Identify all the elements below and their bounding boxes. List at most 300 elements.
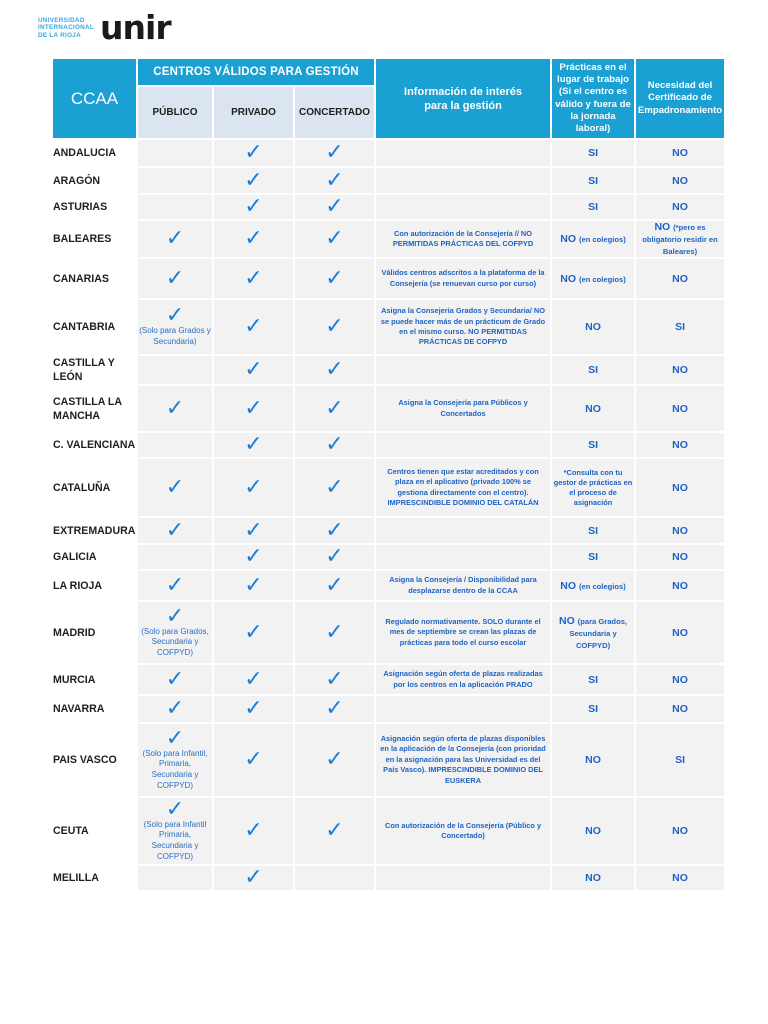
table-row [52, 544, 725, 570]
empadronamiento-value: NO [672, 174, 688, 187]
cell-concertado [294, 601, 375, 664]
check-cell-content [214, 666, 293, 692]
info-cell [375, 194, 551, 220]
check-icon: ✓ [244, 696, 263, 721]
ccaa-name: CASTILLA Y LEÓN [52, 355, 137, 385]
check-icon: ✓ [244, 226, 263, 251]
check-icon: ✓ [325, 666, 344, 692]
cell-privado [213, 664, 294, 695]
check-cell-content [295, 747, 374, 772]
header-practicas: Prácticas en el lugar de trabajo (Si el centro es válido y fuera de la jornada laboral) [551, 58, 635, 139]
header-publico: PÚBLICO [137, 86, 213, 139]
check-icon: ✓ [165, 666, 185, 692]
empadronamiento-value: SI [675, 754, 685, 766]
empadronamiento-value: NO [672, 579, 688, 592]
check-icon: ✓ [244, 747, 263, 772]
cell-concertado [294, 458, 375, 517]
check-cell-content [138, 303, 212, 347]
check-cell-content [214, 314, 293, 339]
practicas-cell [551, 544, 635, 570]
check-icon: ✓ [244, 432, 263, 457]
ccaa-name: EXTREMADURA [52, 517, 137, 544]
check-cell-content [295, 696, 374, 721]
empadronamiento-cell [635, 865, 725, 891]
empadronamiento-value: NO [672, 439, 688, 451]
check-cell-content [214, 572, 293, 598]
practicas-cell [551, 723, 635, 797]
table-row [52, 517, 725, 544]
info-cell [375, 695, 551, 723]
check-cell-content [295, 314, 374, 339]
cell-concertado [294, 723, 375, 797]
ccaa-name: NAVARRA [52, 695, 137, 723]
empadronamiento-cell [635, 432, 725, 458]
practicas-value: SI [588, 364, 598, 376]
check-icon: ✓ [165, 696, 185, 721]
info-cell [375, 167, 551, 194]
check-icon: ✓ [244, 544, 263, 569]
practicas-value: NO [560, 272, 577, 285]
cell-privado [213, 723, 294, 797]
practicas-value: NO [585, 321, 601, 333]
cell-concertado [294, 299, 375, 355]
table-row [52, 355, 725, 385]
empadronamiento-value: NO [672, 673, 688, 686]
empadronamiento-value: NO [672, 626, 688, 639]
check-cell-content [214, 818, 293, 843]
practicas-value: SI [588, 551, 598, 563]
cell-privado [213, 695, 294, 723]
info-cell: Asigna la Consejería / Disponibilidad para desplazarse dentro de la CCAA [375, 570, 551, 601]
check-cell-content [138, 226, 212, 251]
table-row [52, 167, 725, 194]
ccaa-name: LA RIOJA [52, 570, 137, 601]
check-icon: ✓ [165, 395, 185, 421]
cell-publico [137, 299, 213, 355]
ccaa-name: C. VALENCIANA [52, 432, 137, 458]
info-cell: Asignación según oferta de plazas realizadas por los centros en la aplicación PRADO [375, 664, 551, 695]
check-cell-content [214, 395, 293, 421]
cell-concertado [294, 544, 375, 570]
info-cell [375, 432, 551, 458]
check-icon: ✓ [244, 572, 263, 598]
check-icon: ✓ [165, 725, 185, 751]
cell-privado [213, 355, 294, 385]
info-cell: Válidos centros adscritos a la plataforma de la Consejería (se renuevan curso por curso) [375, 258, 551, 299]
check-icon: ✓ [325, 167, 344, 193]
cell-publico [137, 194, 213, 220]
cell-privado [213, 220, 294, 258]
check-cell-content [295, 226, 374, 251]
check-cell-content [214, 194, 293, 219]
practicas-value: NO [559, 614, 575, 627]
info-cell [375, 517, 551, 544]
check-icon: ✓ [244, 314, 263, 339]
cell-concertado [294, 664, 375, 695]
empadronamiento-cell [635, 299, 725, 355]
table-row [52, 299, 725, 355]
info-cell: Asigna la Consejería para Públicos y Concertados [375, 385, 551, 432]
empadronamiento-value: NO [672, 481, 688, 494]
practicas-value: NO [560, 233, 577, 245]
practicas-value: NO [560, 579, 577, 592]
empadronamiento-cell [635, 723, 725, 797]
table-row [52, 139, 725, 167]
check-cell-content [214, 167, 293, 193]
check-cell-content [214, 619, 293, 645]
check-icon: ✓ [325, 314, 344, 339]
check-cell-content [138, 517, 212, 543]
ccaa-name: BALEARES [52, 220, 137, 258]
ccaa-name: ASTURIAS [52, 194, 137, 220]
cell-privado [213, 601, 294, 664]
empadronamiento-value: SI [675, 321, 685, 333]
check-cell-content [214, 140, 293, 165]
practicas-cell [551, 139, 635, 167]
check-cell-content [138, 666, 212, 692]
check-cell-content [138, 696, 212, 721]
check-cell-content [138, 474, 212, 500]
check-icon: ✓ [244, 619, 263, 645]
check-icon: ✓ [165, 474, 185, 500]
cell-privado [213, 139, 294, 167]
info-cell: Asigna la Consejería Grados y Secundaria/ NO se puede hacer más de un prácticum de Grado en el mismo curso. NO PERMITIDAS PRÁCTICAS DE COFPYD [375, 299, 551, 355]
check-cell-content [295, 474, 374, 500]
empadronamiento-value: NO [654, 221, 671, 233]
logo-subtitle-line: INTERNACIONAL [38, 24, 95, 32]
cell-concertado [294, 355, 375, 385]
practicas-cell [551, 797, 635, 865]
info-cell: Con autorización de la Consejería (Público y Concertado) [375, 797, 551, 865]
check-icon: ✓ [165, 572, 185, 598]
empadronamiento-cell [635, 601, 725, 664]
cell-concertado [294, 570, 375, 601]
header-centros-validos: CENTROS VÁLIDOS PARA GESTIÓN [137, 58, 375, 86]
check-cell-content [295, 517, 374, 543]
practicas-cell [551, 458, 635, 517]
cell-publico [137, 865, 213, 891]
practicas-cell [551, 865, 635, 891]
practicas-value: SI [588, 439, 598, 451]
check-cell-content [214, 357, 293, 382]
cell-publico [137, 355, 213, 385]
ccaa-name: ARAGÓN [52, 167, 137, 194]
cell-concertado [294, 695, 375, 723]
empadronamiento-value: NO [672, 872, 688, 884]
table-row [52, 385, 725, 432]
header-concertado: CONCERTADO [294, 86, 375, 139]
table-row [52, 432, 725, 458]
table-row [52, 570, 725, 601]
table-row [52, 723, 725, 797]
table-row [52, 797, 725, 865]
empadronamiento-cell [635, 517, 725, 544]
ccaa-name: CANARIAS [52, 258, 137, 299]
cell-privado [213, 797, 294, 865]
check-cell-content [295, 265, 374, 291]
practicas-cell [551, 167, 635, 194]
practicas-cell [551, 432, 635, 458]
check-icon: ✓ [325, 265, 344, 291]
practicas-value: NO [585, 825, 601, 837]
table-body [52, 139, 725, 891]
check-cell-content [295, 140, 374, 165]
check-cell-content [214, 432, 293, 457]
check-icon: ✓ [325, 140, 344, 165]
check-cell-content [295, 357, 374, 382]
check-cell-content [214, 865, 293, 890]
cell-privado [213, 194, 294, 220]
header-info-text: Información de interés para la gestión [404, 85, 523, 112]
empadronamiento-value: NO [672, 524, 688, 537]
cell-concertado [294, 258, 375, 299]
publico-note: (Solo para Grados, Secundaria y COFPYD) [141, 626, 209, 657]
cell-concertado [294, 139, 375, 167]
check-icon: ✓ [325, 544, 344, 569]
table-row [52, 865, 725, 891]
table-row [52, 601, 725, 664]
info-cell: Regulado normativamente. SOLO durante el mes de septiembre se crean las plazas de prácticas para todo el curso escolar [375, 601, 551, 664]
check-icon: ✓ [325, 474, 344, 500]
check-icon: ✓ [325, 194, 344, 219]
empadronamiento-cell [635, 220, 725, 258]
empadronamiento-value: NO [672, 703, 688, 715]
cell-privado [213, 517, 294, 544]
practicas-cell [551, 385, 635, 432]
ccaa-name: MELILLA [52, 865, 137, 891]
check-icon: ✓ [325, 226, 344, 251]
practicas-note: (en colegios) [578, 274, 626, 284]
empadronamiento-cell [635, 695, 725, 723]
check-cell-content [295, 666, 374, 692]
cell-privado [213, 432, 294, 458]
check-cell-content [295, 167, 374, 193]
cell-publico [137, 797, 213, 865]
empadronamiento-value: NO [672, 825, 688, 837]
practicas-value: SI [588, 673, 598, 686]
cell-concertado [294, 385, 375, 432]
check-cell-content [138, 725, 212, 791]
empadronamiento-value: NO [672, 272, 688, 285]
check-cell-content [214, 696, 293, 721]
cell-publico [137, 258, 213, 299]
check-cell-content [295, 194, 374, 219]
table-row [52, 258, 725, 299]
empadronamiento-value: NO [672, 402, 688, 415]
check-icon: ✓ [325, 619, 344, 645]
info-cell [375, 139, 551, 167]
check-cell-content [295, 572, 374, 598]
header-empadronamiento: Necesidad del Certificado de Empadronamiento [635, 58, 725, 139]
practicas-cell [551, 355, 635, 385]
cell-publico [137, 544, 213, 570]
cell-privado [213, 258, 294, 299]
cell-publico [137, 220, 213, 258]
empadronamiento-cell [635, 194, 725, 220]
check-icon: ✓ [165, 226, 185, 251]
cell-privado [213, 570, 294, 601]
practicas-table [51, 57, 726, 892]
info-cell [375, 355, 551, 385]
table-row [52, 194, 725, 220]
cell-privado [213, 299, 294, 355]
check-icon: ✓ [325, 357, 344, 382]
ccaa-name: PAIS VASCO [52, 723, 137, 797]
empadronamiento-cell [635, 797, 725, 865]
practicas-cell [551, 258, 635, 299]
header-ccaa: CCAA [52, 58, 137, 139]
practicas-note: (para Grados, Secundaria y COFPYD) [569, 616, 628, 650]
check-cell-content [214, 226, 293, 251]
empadronamiento-cell [635, 544, 725, 570]
cell-publico [137, 570, 213, 601]
check-icon: ✓ [244, 167, 263, 193]
practicas-cell [551, 570, 635, 601]
practicas-value: NO [585, 754, 601, 766]
check-icon: ✓ [244, 357, 263, 382]
info-cell: Asignación según oferta de plazas disponibles en la aplicación de la Consejería (con prioridad en la asignación para las Universidad es del País Vasco). IMPRESCINDIBLE DOMINIO DEL EUSKERA [375, 723, 551, 797]
practicas-cell [551, 194, 635, 220]
table-row [52, 458, 725, 517]
table-row [52, 220, 725, 258]
ccaa-name: GALICIA [52, 544, 137, 570]
cell-publico [137, 723, 213, 797]
info-cell [375, 544, 551, 570]
check-cell-content [295, 818, 374, 843]
check-icon: ✓ [244, 395, 263, 421]
check-icon: ✓ [165, 265, 185, 291]
info-cell: Centros tienen que estar acreditados y con plaza en el aplicativo (privado 100% se gestiona directamente con el centro). IMPRESCINDIBLE DOMINIO DEL CATALÁN [375, 458, 551, 517]
cell-concertado [294, 517, 375, 544]
practicas-value: NO [585, 402, 601, 415]
practicas-value: SI [588, 201, 598, 213]
practicas-note: (en colegios) [578, 581, 626, 591]
check-cell-content [214, 265, 293, 291]
ccaa-name: CANTABRIA [52, 299, 137, 355]
check-cell-content [138, 572, 212, 598]
logo-subtitle-line: UNIVERSIDAD [38, 17, 85, 25]
cell-concertado [294, 194, 375, 220]
check-icon: ✓ [244, 265, 263, 291]
check-icon: ✓ [244, 474, 263, 500]
unir-logo [38, 8, 171, 47]
practicas-cell [551, 664, 635, 695]
check-cell-content [295, 544, 374, 569]
check-cell-content [138, 603, 212, 659]
cell-concertado [294, 797, 375, 865]
practicas-cell [551, 695, 635, 723]
info-cell [375, 865, 551, 891]
publico-note: (Solo para Infantil Primaria, Secundaria y COFPYD) [143, 819, 207, 861]
info-cell: Con autorización de la Consejería // NO PERMITIDAS PRÁCTICAS DEL COFPYD [375, 220, 551, 258]
ccaa-name: CATALUÑA [52, 458, 137, 517]
empadronamiento-cell [635, 385, 725, 432]
cell-publico [137, 695, 213, 723]
cell-publico [137, 167, 213, 194]
practicas-note: (en colegios) [578, 235, 626, 244]
table-row [52, 664, 725, 695]
check-icon: ✓ [165, 796, 185, 822]
check-icon: ✓ [165, 303, 185, 329]
empadronamiento-value: NO [672, 147, 688, 159]
ccaa-name: MURCIA [52, 664, 137, 695]
empadronamiento-value: NO [672, 364, 688, 376]
check-cell-content [138, 395, 212, 421]
check-icon: ✓ [165, 603, 185, 629]
check-icon: ✓ [325, 432, 344, 457]
empadronamiento-cell [635, 664, 725, 695]
check-icon: ✓ [325, 517, 344, 543]
cell-privado [213, 458, 294, 517]
empadronamiento-cell [635, 258, 725, 299]
practicas-cell [551, 220, 635, 258]
check-icon: ✓ [325, 395, 344, 421]
empadronamiento-value: NO [672, 201, 688, 213]
cell-privado [213, 167, 294, 194]
practicas-value: SI [588, 174, 598, 187]
practicas-value: SI [588, 524, 598, 537]
cell-publico [137, 385, 213, 432]
check-icon: ✓ [325, 572, 344, 598]
cell-concertado [294, 432, 375, 458]
check-icon: ✓ [325, 747, 344, 772]
publico-note: (Solo para Infantil, Primaria, Secundaria y COFPYD) [142, 748, 208, 790]
empadronamiento-value: NO [672, 551, 688, 563]
check-cell-content [138, 265, 212, 291]
cell-concertado [294, 220, 375, 258]
practicas-value: SI [588, 147, 598, 159]
check-icon: ✓ [244, 140, 263, 165]
logo-wordmark: unir [100, 8, 171, 47]
header-privado: PRIVADO [213, 86, 294, 139]
logo-subtitle [38, 17, 94, 39]
cell-publico [137, 517, 213, 544]
practicas-cell [551, 601, 635, 664]
check-cell-content [295, 619, 374, 645]
check-icon: ✓ [165, 517, 185, 543]
header-info [375, 58, 551, 139]
empadronamiento-cell [635, 458, 725, 517]
check-icon: ✓ [244, 194, 263, 219]
ccaa-name: ANDALUCIA [52, 139, 137, 167]
check-cell-content [295, 395, 374, 421]
cell-concertado [294, 167, 375, 194]
check-cell-content [214, 474, 293, 500]
cell-privado [213, 385, 294, 432]
check-icon: ✓ [325, 696, 344, 721]
empadronamiento-note: (*pero es obligatorio residir en Baleares) [642, 223, 718, 256]
cell-privado [213, 865, 294, 891]
ccaa-name: MADRID [52, 601, 137, 664]
cell-publico [137, 664, 213, 695]
empadronamiento-cell [635, 139, 725, 167]
check-cell-content [138, 796, 212, 862]
check-icon: ✓ [244, 818, 263, 843]
empadronamiento-cell [635, 570, 725, 601]
practicas-cell [551, 299, 635, 355]
cell-privado [213, 544, 294, 570]
practicas-value: SI [588, 703, 598, 715]
logo-subtitle-line: DE LA RIOJA [38, 31, 81, 39]
practicas-note: *Consulta con tu gestor de prácticas en el proceso de asignación [553, 467, 633, 507]
check-icon: ✓ [244, 666, 263, 692]
table-row [52, 695, 725, 723]
publico-note: (Solo para Grados y Secundaria) [139, 326, 211, 346]
check-icon: ✓ [325, 818, 344, 843]
check-cell-content [214, 517, 293, 543]
empadronamiento-cell [635, 167, 725, 194]
check-icon: ✓ [244, 865, 263, 890]
